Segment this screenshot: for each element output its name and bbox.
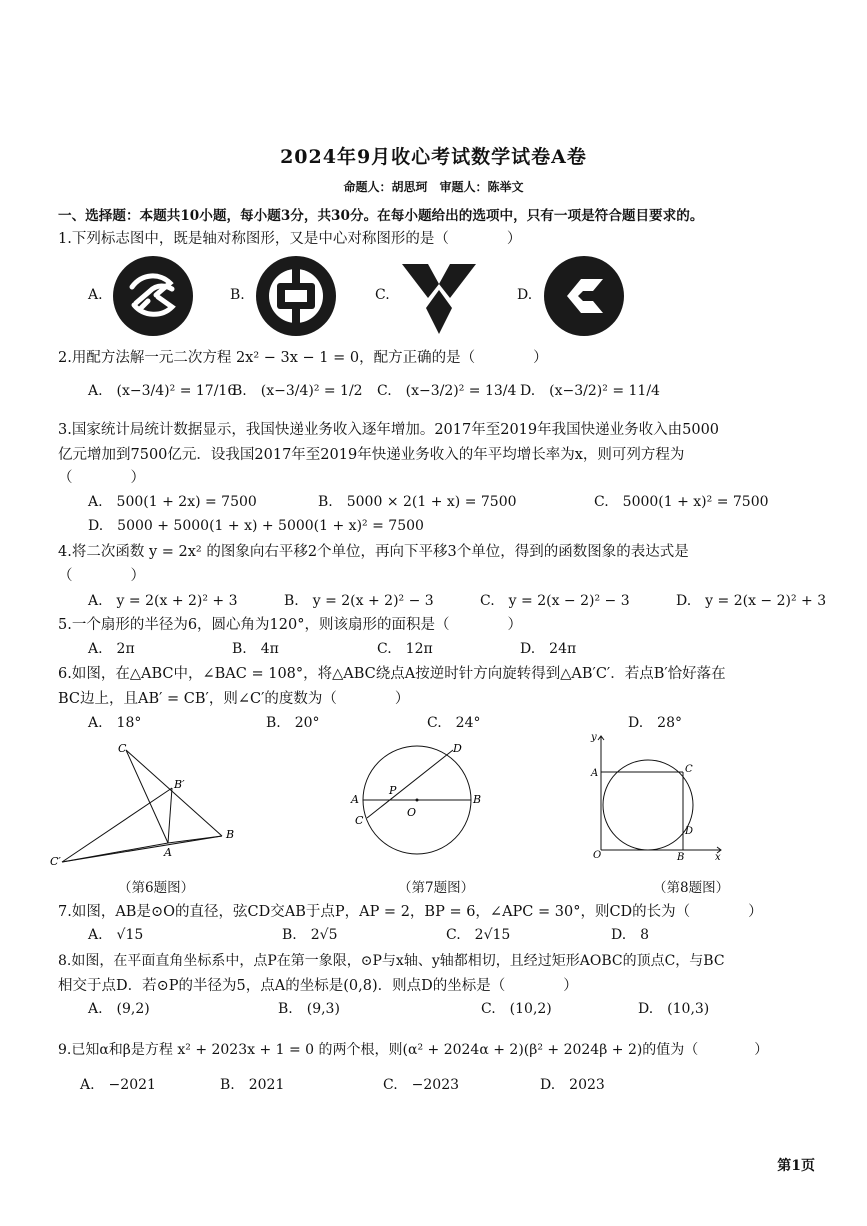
q6-option-d: D. 28° [628, 715, 682, 731]
q3-option-d: D. 5000 + 5000(1 + x) + 5000(1 + x)² = 7500 [88, 518, 424, 534]
q9-option-a: A. −2021 [80, 1077, 156, 1093]
fig8-label-b: B [677, 852, 685, 863]
q8-option-b: B. (9,3) [278, 1001, 340, 1017]
q5-stem: 5.一个扇形的半径为6，圆心角为120°，则该扇形的面积是（ ） [58, 617, 522, 633]
china-mobile-logo-icon [112, 255, 194, 337]
q7-option-b: B. 2√5 [282, 927, 338, 943]
q5-option-a: A. 2π [88, 641, 135, 657]
triangle-diamond-logo-icon [398, 258, 480, 336]
q8-option-d: D. (10,3) [638, 1001, 710, 1017]
q3-option-a: A. 500(1 + 2x) = 7500 [88, 494, 257, 510]
fig8-label-o: O [593, 850, 602, 861]
figure-7-circle-diagram [345, 736, 495, 871]
q4-option-a: A. y = 2(x + 2)² + 3 [88, 593, 238, 609]
fig6-label-b: B [226, 828, 235, 841]
q9-option-d: D. 2023 [540, 1077, 605, 1093]
q1-label-d: D. [517, 287, 533, 303]
exam-authors: 命题人：胡思珂 审题人：陈举文 [343, 180, 524, 194]
figure-6-triangle-diagram [50, 738, 250, 873]
q3-stem-line2: 亿元增加到7500亿元．设我国2017年至2019年快递业务收入的年平均增长率为x，则可列方程为 [58, 447, 685, 463]
page-number: 第1页 [777, 1158, 815, 1174]
q1-label-c: C. [375, 287, 390, 303]
q9-option-b: B. 2021 [220, 1077, 285, 1093]
q2-option-a: A. (x−3/4)² = 17/16 [88, 383, 237, 399]
q5-option-d: D. 24π [520, 641, 577, 657]
fig6-label-b-prime: B′ [174, 778, 185, 791]
figure-8-caption: （第8题图） [653, 880, 730, 896]
q7-stem: 7.如图，AB是⊙O的直径，弦CD交AB于点P，AP = 2，BP = 6，∠APC = 30°，则CD的长为（ ） [58, 904, 763, 920]
q8-stem-line2: 相交于点D．若⊙P的半径为5，点A的坐标是(0,8)．则点D的坐标是（ ） [58, 978, 578, 994]
q7-option-d: D. 8 [611, 927, 650, 943]
q6-option-b: B. 20° [266, 715, 320, 731]
fig7-label-a: A [351, 793, 359, 806]
q2-option-b: B. (x−3/4)² = 1/2 [232, 383, 363, 399]
q6-option-a: A. 18° [88, 715, 142, 731]
q7-option-a: A. √15 [88, 927, 144, 943]
q6-option-c: C. 24° [427, 715, 481, 731]
q9-stem: 9.已知α和β是方程 x² + 2023x + 1 = 0 的两个根，则(α² + 2024α + 2)(β² + 2024β + 2)的值为（ ） [58, 1042, 769, 1058]
figure-6-caption: （第6题图） [118, 880, 195, 896]
fig8-label-a: A [591, 768, 599, 779]
q6-stem-line2: BC边上，且AB′ = CB′，则∠C′的度数为（ ） [58, 691, 410, 707]
bank-of-china-logo-icon [255, 255, 337, 337]
fig7-label-o: O [407, 806, 417, 819]
fig7-label-d: D [453, 742, 462, 755]
q8-option-a: A. (9,2) [88, 1001, 150, 1017]
q4-option-c: C. y = 2(x − 2)² − 3 [480, 593, 630, 609]
fig6-label-c-prime: C′ [50, 855, 61, 868]
q4-option-b: B. y = 2(x + 2)² − 3 [284, 593, 434, 609]
fig7-label-c: C [355, 814, 364, 827]
fig7-label-b: B [473, 793, 482, 806]
q2-option-c: C. (x−3/2)² = 13/4 [377, 383, 517, 399]
exam-title: 2024年9月收心考试数学试卷A卷 [280, 146, 587, 168]
q4-stem-line2: （ ） [58, 568, 145, 584]
q3-option-c: C. 5000(1 + x)² = 7500 [594, 494, 769, 510]
q4-option-d: D. y = 2(x − 2)² + 3 [676, 593, 827, 609]
q2-option-d: D. (x−3/2)² = 11/4 [520, 383, 660, 399]
q1-label-a: A. [88, 287, 103, 303]
q4-stem-line1: 4.将二次函数 y = 2x² 的图象向右平移2个单位，再向下平移3个单位，得到的函数图象的表达式是 [58, 544, 689, 560]
q6-stem-line1: 6.如图，在△ABC中，∠BAC = 108°，将△ABC绕点A按逆时针方向旋转得到△AB′C′．若点B′恰好落在 [58, 666, 726, 682]
fig8-label-c: C [685, 764, 693, 775]
q3-option-b: B. 5000 × 2(1 + x) = 7500 [318, 494, 517, 510]
fig6-label-c: C [118, 742, 127, 755]
q2-stem: 2.用配方法解一元二次方程 2x² − 3x − 1 = 0，配方正确的是（ ） [58, 350, 548, 366]
q5-option-b: B. 4π [232, 641, 279, 657]
q8-stem-line1: 8.如图，在平面直角坐标系中，点P在第一象限，⊙P与x轴、y轴都相切，且经过矩形AOBC的顶点C，与BC [58, 953, 725, 969]
fig8-label-d: D [685, 826, 694, 837]
q8-option-c: C. (10,2) [481, 1001, 552, 1017]
q3-stem-line1: 3.国家统计局统计数据显示，我国快递业务收入逐年增加。2017年至2019年我国快递业务收入由5000 [58, 422, 720, 438]
q7-option-c: C. 2√15 [446, 927, 511, 943]
q1-label-b: B. [230, 287, 245, 303]
fig8-label-x: x [715, 852, 721, 863]
q9-option-c: C. −2023 [383, 1077, 460, 1093]
q1-stem: 1.下列标志图中，既是轴对称图形，又是中心对称图形的是（ ） [58, 231, 522, 247]
q3-stem-line3: （ ） [58, 470, 145, 486]
ccb-logo-icon [543, 255, 625, 337]
fig7-label-p: P [389, 784, 397, 797]
figure-7-caption: （第7题图） [398, 880, 475, 896]
fig8-label-y: y [591, 732, 597, 743]
q5-option-c: C. 12π [377, 641, 433, 657]
figure-8-coordinate-diagram [585, 732, 725, 864]
fig6-label-a: A [164, 846, 172, 859]
section-heading: 一、选择题：本题共10小题，每小题3分，共30分。在每小题给出的选项中，只有一项是符合题目要求的。 [58, 208, 704, 224]
